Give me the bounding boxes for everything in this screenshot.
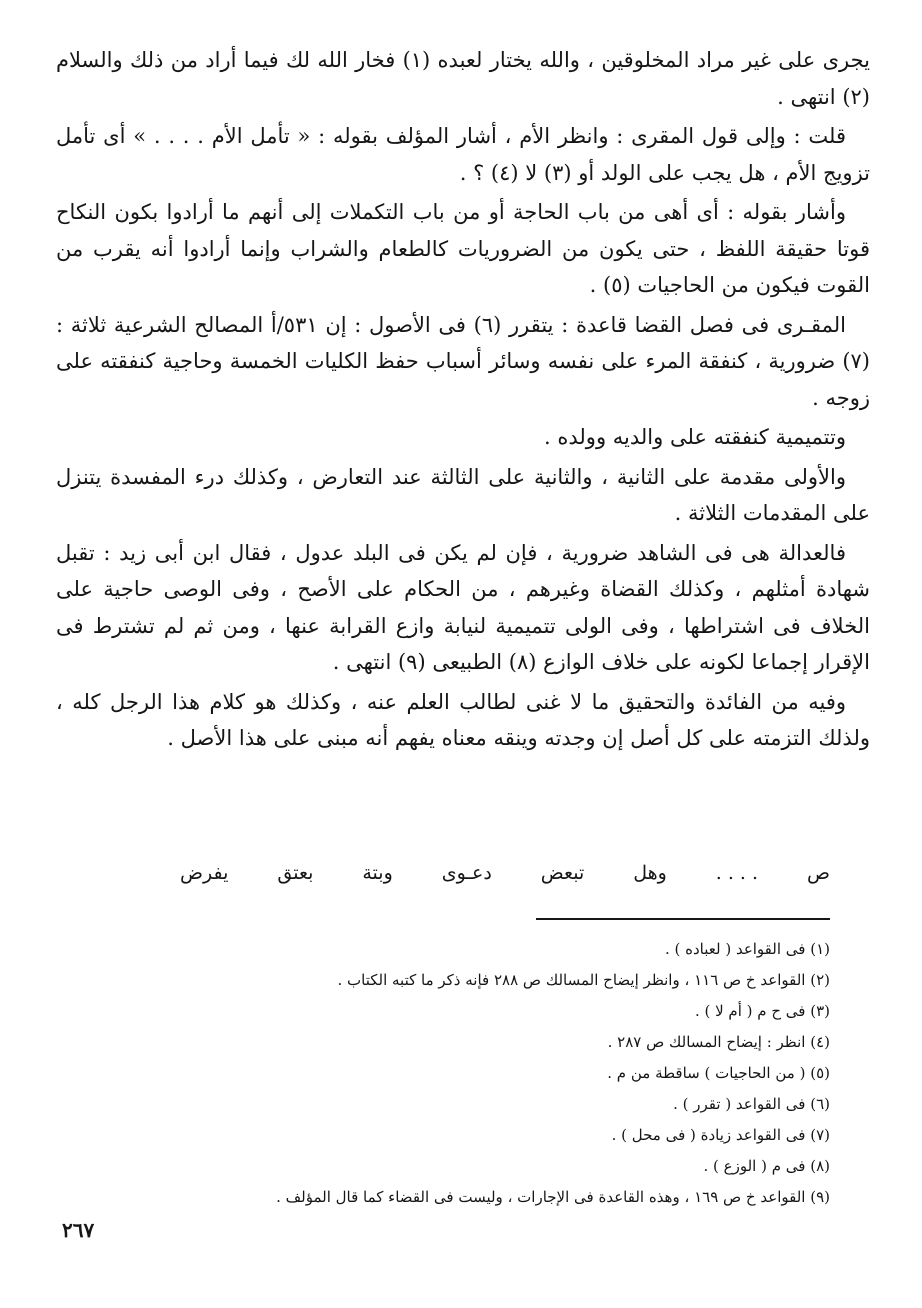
verse-word: يفرض: [180, 862, 229, 884]
verse-word: وبتة: [362, 862, 393, 884]
footnote-9: (٩) القواعد خ ص ١٦٩ ، وهذه القاعدة فى الإجارات ، وليست فى القضاء كما قال المؤلف .: [276, 1188, 830, 1206]
verse-word: وهل: [633, 862, 667, 884]
paragraph-3: وأشار بقوله : أى أهى من باب الحاجة أو من باب التكملات إلى أنهم ما أرادوا بكون النكاح قوتا حقيقة اللفظ ، حتى يكون من الضروريات كالطعام والشراب وإنما أرادوا أنه يقرب من القوت فيكون من الحاجيات (٥) .: [56, 200, 870, 297]
paragraph-2: قلت : وإلى قول المقرى : وانظر الأم ، أشار المؤلف بقوله : « تأمل الأم . . . . » أى تأمل تزويج الأم ، هل يجب على الولد أو (٣) لا (٤) ؟ .: [56, 124, 870, 185]
verse-word: . . . .: [715, 862, 759, 884]
verse-word: تبعض: [540, 862, 585, 884]
footnote-3: (٣) فى ح م ( أم لا ) .: [694, 1002, 830, 1020]
verse-word: دعـوى: [441, 862, 492, 884]
verse-line: [180, 858, 830, 888]
footnote-1: (١) فى القواعد ( لعباده ) .: [664, 940, 830, 958]
footnote-4: (٤) انظر : إيضاح المسالك ص ٢٨٧ .: [607, 1033, 830, 1051]
paragraph-6: والأولى مقدمة على الثانية ، والثانية على الثالثة عند التعارض ، وكذلك درء المفسدة يتنزل على المقدمات الثلاثة .: [56, 464, 870, 525]
footnote-7: (٧) فى القواعد زيادة ( فى محل ) .: [611, 1126, 830, 1144]
footnote-6: (٦) فى القواعد ( تقرر ) .: [673, 1095, 830, 1113]
page-number: ٢٦٧: [62, 1218, 95, 1242]
paragraph-5: وتتميمية كنفقته على والديه وولده .: [544, 425, 846, 449]
footnote-divider: [536, 918, 830, 920]
footnote-2: (٢) القواعد خ ص ١١٦ ، وانظر إيضاح المسالك ص ٢٨٨ فإنه ذكر ما كتبه الكتاب .: [337, 971, 830, 989]
footnote-8: (٨) فى م ( الوزع ) .: [703, 1157, 830, 1175]
main-text: [56, 42, 870, 760]
paragraph-4: المقـرى فى فصل القضا قاعدة : يتقرر (٦) فى الأصول : إن ٥٣١/أ المصالح الشرعية ثلاثة : (٧) ضرورية ، كنفقة المرء على نفسه وسائر أسباب حفظ الكليات الخمسة وحاجية كنفقته على زوجه .: [56, 312, 870, 410]
footnotes: [100, 934, 830, 1213]
paragraph-1: يجرى على غير مراد المخلوقين ، والله يختار لعبده (١) فخار الله لك فيما أراد من ذلك والسلام (٢) انتهى .: [56, 48, 871, 109]
verse-word: ص: [807, 862, 830, 884]
verse-word: بعتق: [277, 862, 314, 884]
paragraph-8: وفيه من الفائدة والتحقيق ما لا غنى لطالب العلم عنه ، وكذلك هو كلام هذا الرجل كله ، ولذلك التزمته على كل أصل إن وجدته وينقه معناه يفهم أنه مبنى على هذا الأصل .: [56, 689, 870, 750]
footnote-5: (٥) ( من الحاجيات ) ساقطة من م .: [607, 1064, 830, 1082]
paragraph-7: فالعدالة هى فى الشاهد ضرورية ، فإن لم يكن فى البلد عدول ، فقال ابن أبى زيد : تقبل شهادة أمثلهم ، وكذلك القضاة وغيرهم ، من الحكام على الأصح ، وفى الوصى حاجية على الخلاف فى اشتراطها ، وفى الولى تتميمية لنيابة وازع القرابة عنها ، ومن ثم لم تشترط فى الإقرار إجماعا لكونه على خلاف الوازع (٨) الطبيعى (٩) انتهى .: [56, 540, 870, 674]
